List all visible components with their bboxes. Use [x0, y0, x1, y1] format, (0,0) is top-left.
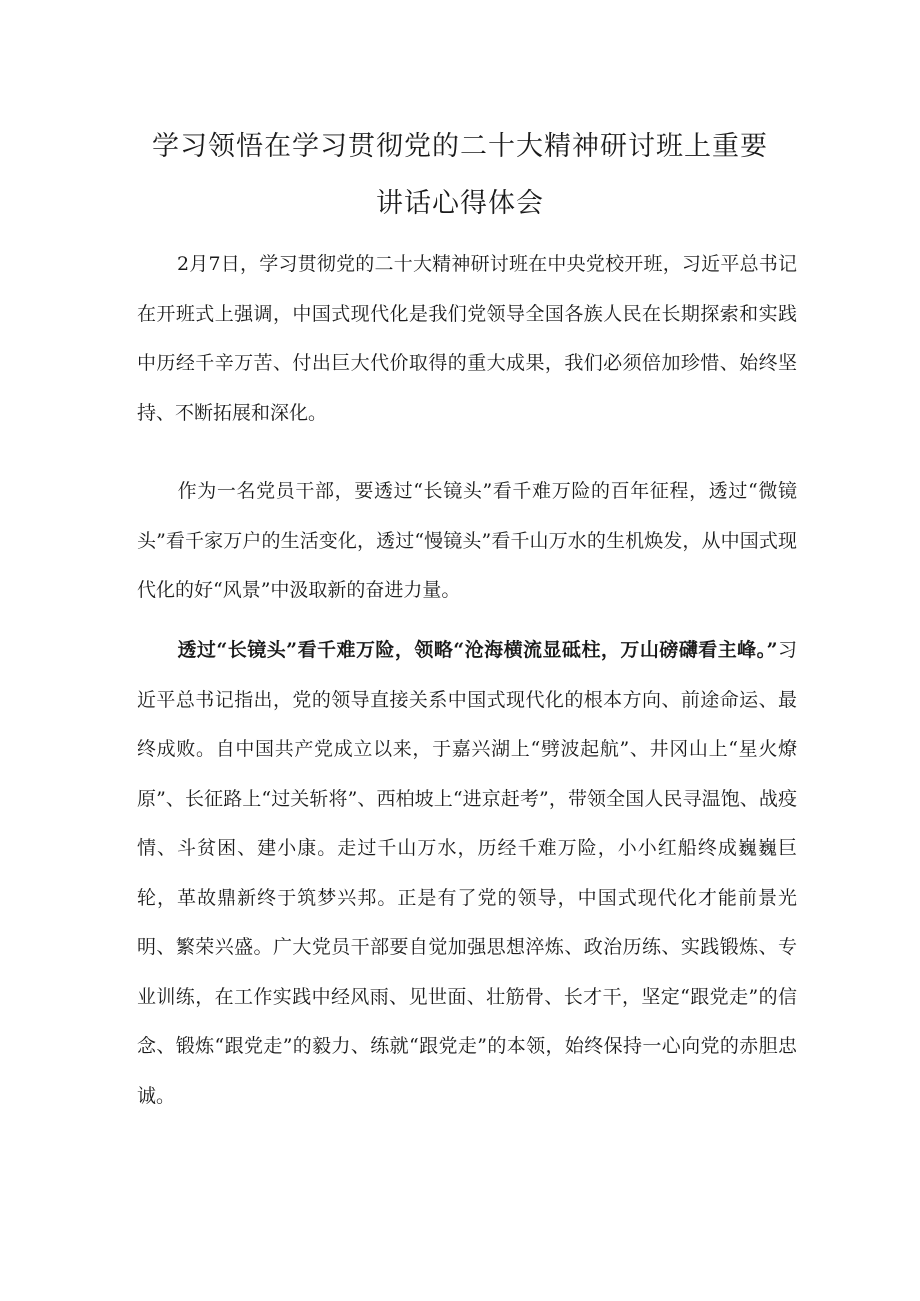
paragraph-3-text: 习近平总书记指出，党的领导直接关系中国式现代化的根本方向、前途命运、最终成败。自中国共产党成立以来，于嘉兴湖上“劈波起航”、井冈山上“星火燎原”、长征路上“过关斩将”、西柏坡上“进京赶考”，带领全国人民寻温饱、战疫情、斗贫困、建小康。走过千山万水，历经千难万险，小小红船终成巍巍巨轮，革故鼎新终于筑梦兴邦。正是有了党的领导，中国式现代化才能前景光明、繁荣兴盛。广大党员干部要自觉加强思想淬炼、政治历练、实践锻炼、专业训练，在工作实践中经风雨、见世面、壮筋骨、长才干，坚定“跟党走”的信念、锻炼“跟党走”的毅力、练就“跟党走”的本领，始终保持一心向党的赤胆忠诚。 [137, 639, 797, 1107]
document-title-line-2: 讲话心得体会 [376, 188, 544, 219]
document-title-line-1: 学习领悟在学习贯彻党的二十大精神研讨班上重要 [152, 131, 768, 162]
paragraph-1 [137, 240, 797, 438]
paragraph-3-lead-bold: 透过“长镜头”看千难万险，领略“沧海横流显砥柱，万山磅礴看主峰。” [177, 639, 778, 661]
paragraph-2 [137, 467, 797, 616]
paragraph-3 [137, 626, 797, 1121]
paragraph-2-text: 作为一名党员干部，要透过“长镜头”看千难万险的百年征程，透过“微镜头”看千家万户的生活变化，透过“慢镜头”看千山万水的生机焕发，从中国式现代化的好“风景”中汲取新的奋进力量。 [137, 480, 797, 601]
paragraph-1-text: 2月7日，学习贯彻党的二十大精神研讨班在中央党校开班，习近平总书记在开班式上强调，中国式现代化是我们党领导全国各族人民在长期探索和实践中历经千辛万苦、付出巨大代价取得的重大成果，我们必须倍加珍惜、始终坚持、不断拓展和深化。 [137, 253, 797, 424]
